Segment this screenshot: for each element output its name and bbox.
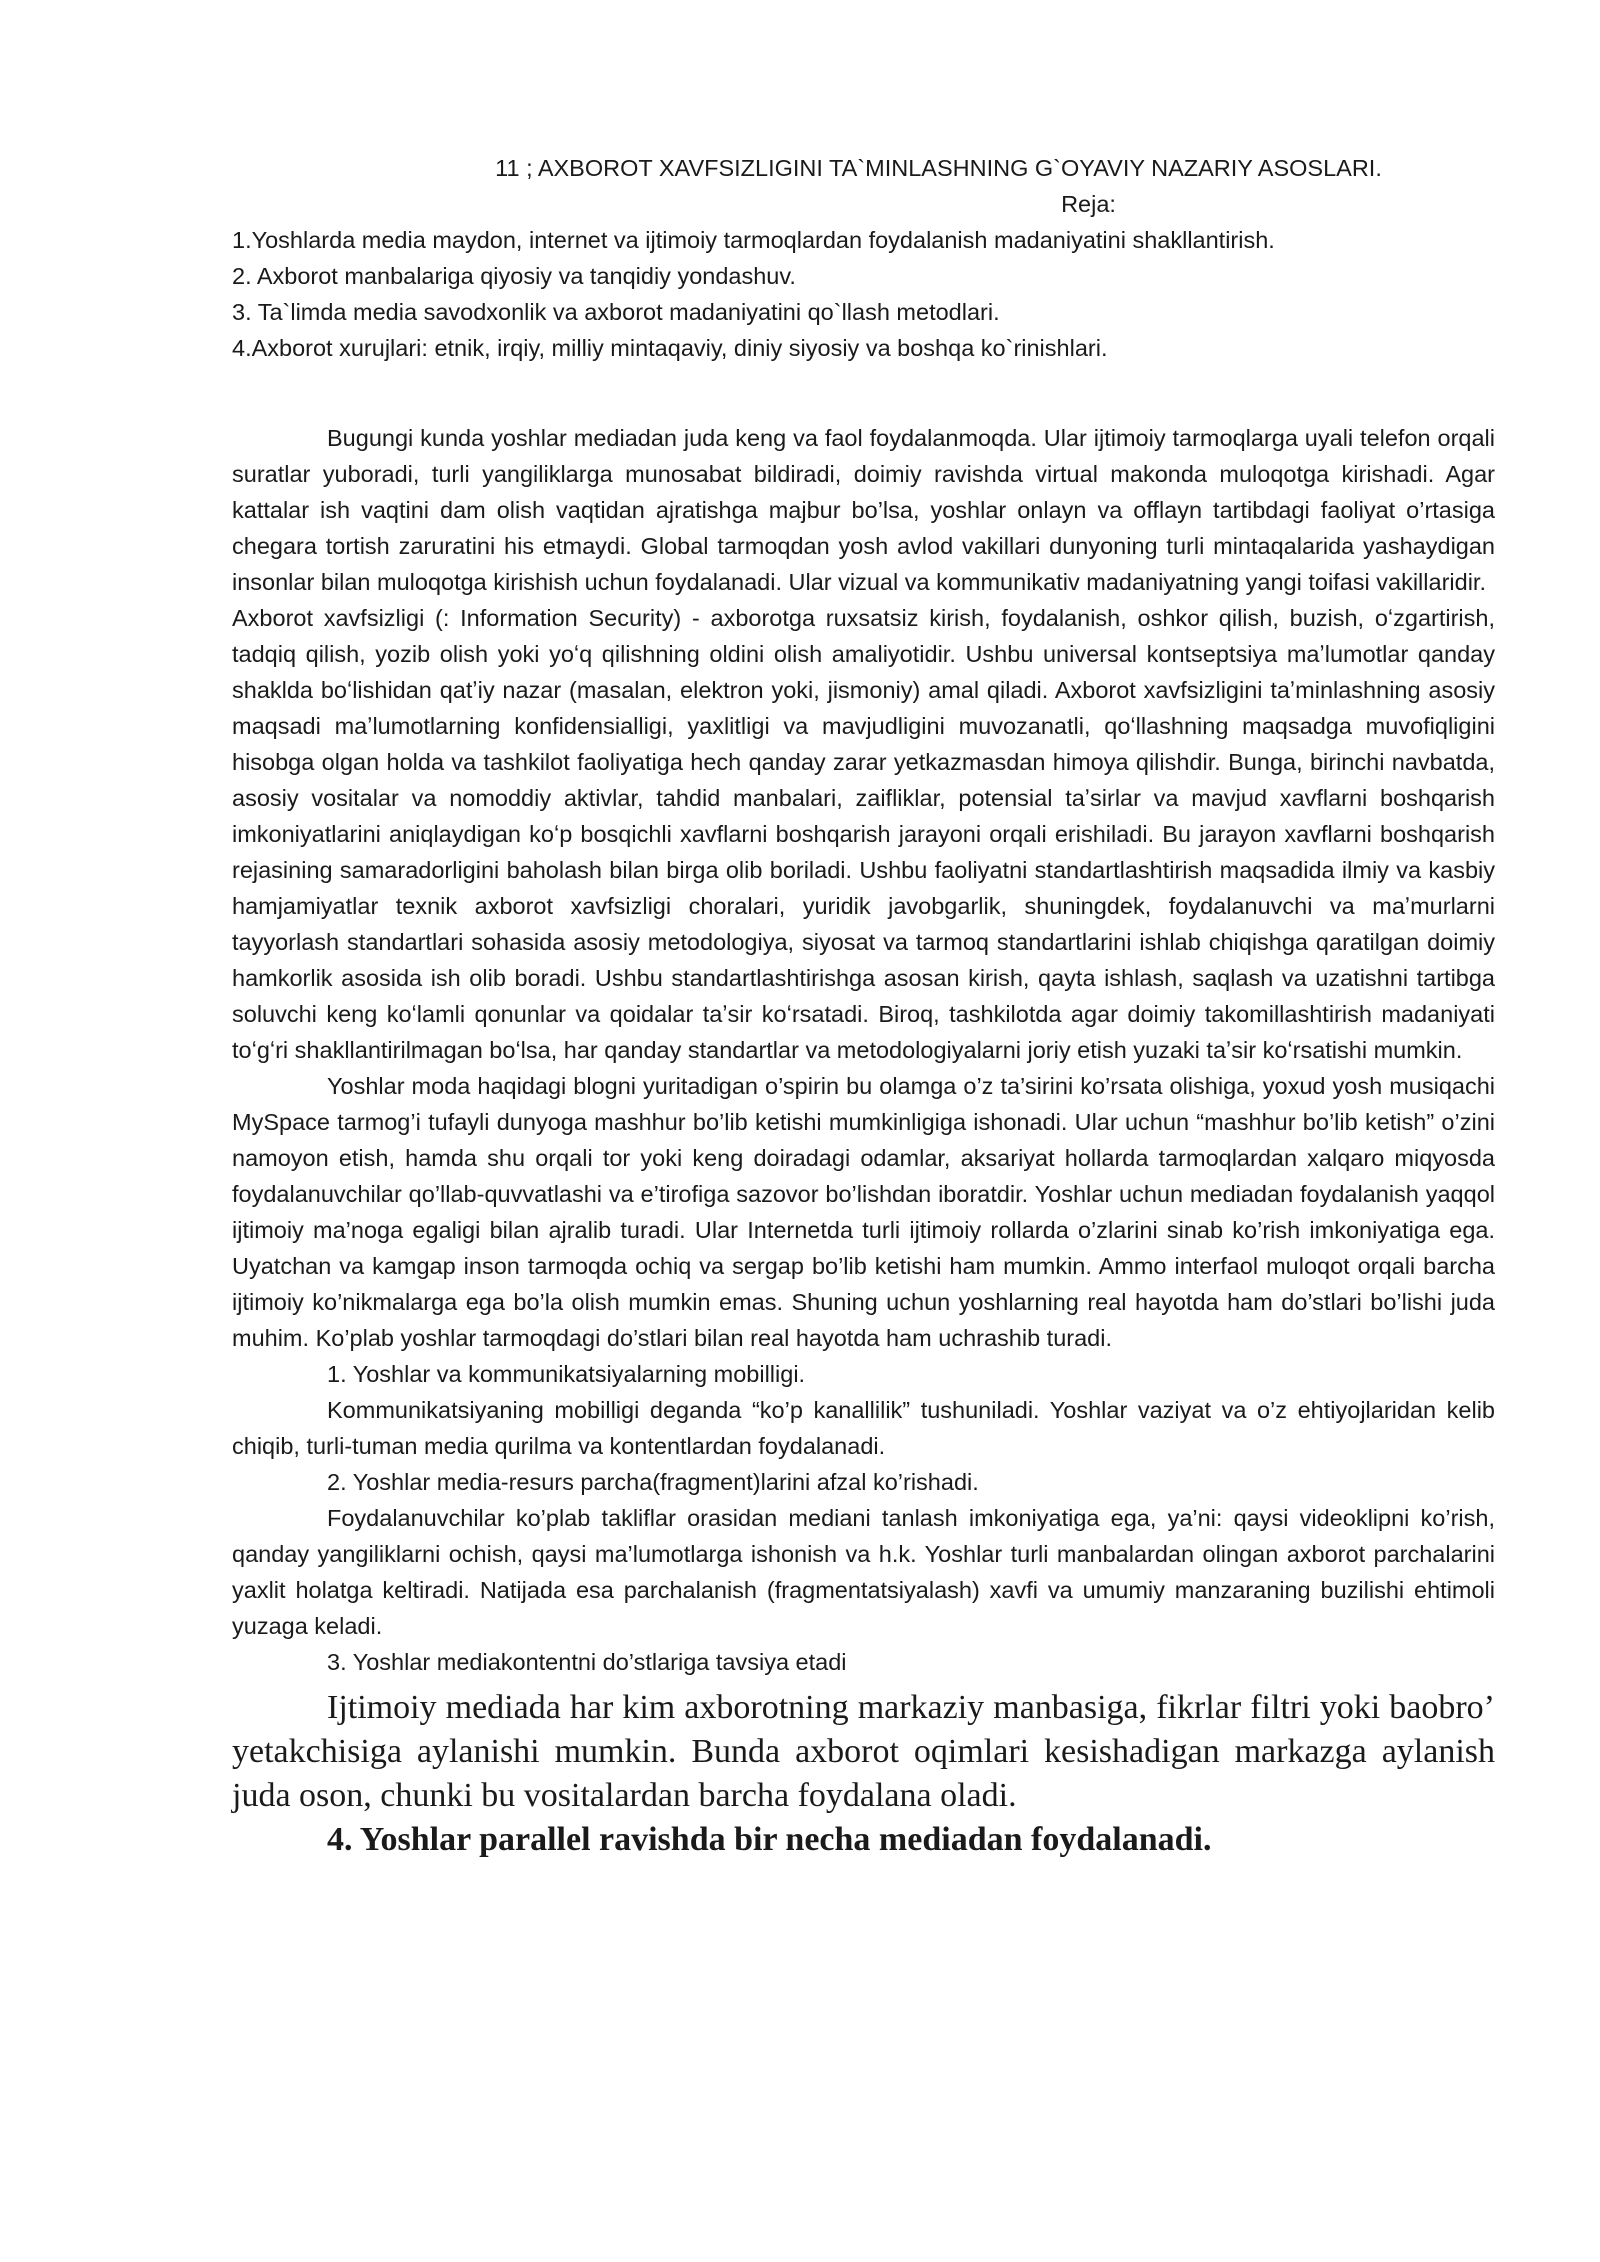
heading-item-4: 4. Yoshlar parallel ravishda bir necha mediadan foydalanadi. <box>327 1821 1212 1858</box>
plan-item-3: 3. Ta`limda media savodxonlik va axborot madaniyatini qo`llash metodlari. <box>232 299 1000 325</box>
plan-item-4: 4.Axborot xurujlari: etnik, irqiy, milliy mintaqaviy, diniy siyosiy va boshqa ko`rinishlari. <box>232 335 1108 361</box>
paragraph-mobility: Kommunikatsiyaning mobilligi deganda “ko’p kanallilik” tushuniladi. Yoshlar vaziyat va o’z ehtiyojlaridan kelib chiqib, turli-tuman media qurilma va kontentlardan foydalanadi. <box>232 1397 1495 1459</box>
list-item-2: 2. Yoshlar media-resurs parcha(fragment)larini afzal ko’rishadi. <box>327 1469 979 1495</box>
spacer <box>232 366 1495 420</box>
document-title: 11 ; AXBOROT XAVFSIZLIGINI TA`MINLASHNING G`OYAVIY NAZARIY ASOSLARI. <box>495 155 1382 181</box>
document-body <box>232 150 1495 1862</box>
plan-item-2: 2. Axborot manbalariga qiyosiy va tanqidiy yondashuv. <box>232 263 796 289</box>
plan-label: Reja: <box>1061 191 1116 217</box>
paragraph-social-media: Ijtimoiy mediada har kim axborotning markaziy manbasiga, fikrlar filtri yoki baobro’ yetakchisiga aylanishi mumkin. Bunda axborot oqimlari kesishadigan markazga aylanish juda oson, chunki bu vositalardan barcha foydalana oladi. <box>232 1689 1495 1814</box>
list-item-3: 3. Yoshlar mediakontentni do’stlariga tavsiya etadi <box>327 1649 847 1675</box>
plan-item-1: 1.Yoshlarda media maydon, internet va ijtimoiy tarmoqlardan foydalanish madaniyatini shakllantirish. <box>232 227 1275 253</box>
paragraph-fragments: Foydalanuvchilar ko’plab takliflar orasidan mediani tanlash imkoniyatiga ega, ya’ni: qaysi videoklipni ko’rish, qanday yangiliklarni ochish, qaysi ma’lumotlarga ishonish va h.k. Yoshlar turli manbalardan olingan axborot parchalarini yaxlit holatga keltiradi. Natijada esa parchalanish (fragmentatsiyalash) xavfi va umumiy manzaraning buzilishi ehtimoli yuzaga keladi. <box>232 1505 1495 1639</box>
paragraph-youth-blogs: Yoshlar moda haqidagi blogni yuritadigan o’spirin bu olamga o’z ta’sirini ko’rsata olishiga, yoxud yosh musiqachi MySpace tarmog’i tufayli dunyoga mashhur bo’lib ketishi mumkinligiga ishonadi. Ular uchun “mashhur bo’lib ketish” o’zini namoyon etish, hamda shu orqali tor yoki keng doiradagi odamlar, aksariyat hollarda tarmoqlardan xalqaro miqyosda foydalanuvchilar qo’llab-quvvatlashi va e’tirofiga sazovor bo’lishdan iboratdir. Yoshlar uchun mediadan foydalanish yaqqol ijtimoiy ma’noga egaligi bilan ajralib turadi. Ular Internetda turli ijtimoiy rollarda o’zlarini sinab ko’rish imkoniyatiga ega. Uyatchan va kamgap inson tarmoqda ochiq va sergap bo’lib ketishi ham mumkin. Ammo interfaol muloqot orqali barcha ijtimoiy ko’nikmalarga ega bo’la olish mumkin emas. Shuning uchun yoshlarning real hayotda ham do’stlari bo’lishi juda muhim. Ko’plab yoshlar tarmoqdagi do’stlari bilan real hayotda ham uchrashib turadi. <box>232 1073 1495 1351</box>
list-item-1: 1. Yoshlar va kommunikatsiyalarning mobilligi. <box>327 1361 806 1387</box>
paragraph-information-security: Axborot xavfsizligi (: Information Security) - axborotga ruxsatsiz kirish, foydalanish, oshkor qilish, buzish, oʻzgartirish, tadqiq qilish, yozib olish yoki yoʻq qilishning oldini olish amaliyotidir. Ushbu universal kontseptsiya maʼlumotlar qanday shaklda boʻlishidan qatʼiy nazar (masalan, elektron yoki, jismoniy) amal qiladi. Axborot xavfsizligini taʼminlashning asosiy maqsadi maʼlumotlarning konfidensialligi, yaxlitligi va mavjudligini muvozanatli, qoʻllashning maqsadga muvofiqligini hisobga olgan holda va tashkilot faoliyatiga hech qanday zarar yetkazmasdan himoya qilishdir. Bunga, birinchi navbatda, asosiy vositalar va nomoddiy aktivlar, tahdid manbalari, zaifliklar, potensial taʼsirlar va mavjud xavflarni boshqarish imkoniyatlarini aniqlaydigan koʻp bosqichli xavflarni boshqarish jarayoni orqali erishiladi. Bu jarayon xavflarni boshqarish rejasining samaradorligini baholash bilan birga olib boriladi. Ushbu faoliyatni standartlashtirish maqsadida ilmiy va kasbiy hamjamiyatlar texnik axborot xavfsizligi choralari, yuridik javobgarlik, shuningdek, foydalanuvchi va maʼmurlarni tayyorlash standartlari sohasida asosiy metodologiya, siyosat va tarmoq standartlarini ishlab chiqishga qaratilgan doimiy hamkorlik asosida ish olib boradi. Ushbu standartlashtirishga asosan kirish, qayta ishlash, saqlash va uzatishni tartibga soluvchi keng koʻlamli qonunlar va qoidalar taʼsir koʻrsatadi. Biroq, tashkilotda agar doimiy takomillashtirish madaniyati toʻgʻri shakllantirilmagan boʻlsa, har qanday standartlar va metodologiyalarni joriy etish yuzaki taʼsir koʻrsatishi mumkin. <box>232 605 1495 1063</box>
paragraph-intro: Bugungi kunda yoshlar mediadan juda keng va faol foydalanmoqda. Ular ijtimoiy tarmoqlarga uyali telefon orqali suratlar yuboradi, turli yangiliklarga munosabat bildiradi, doimiy ravishda virtual makonda muloqotga kirishadi. Agar kattalar ish vaqtini dam olish vaqtidan ajratishga majbur bo’lsa, yoshlar onlayn va offlayn tartibdagi faoliyat o’rtasiga chegara tortish zaruratini his etmaydi. Global tarmoqdan yosh avlod vakillari dunyoning turli mintaqalarida yashaydigan insonlar bilan muloqotga kirishish uchun foydalanadi. Ular vizual va kommunikativ madaniyatning yangi toifasi vakillaridir. <box>232 425 1495 595</box>
